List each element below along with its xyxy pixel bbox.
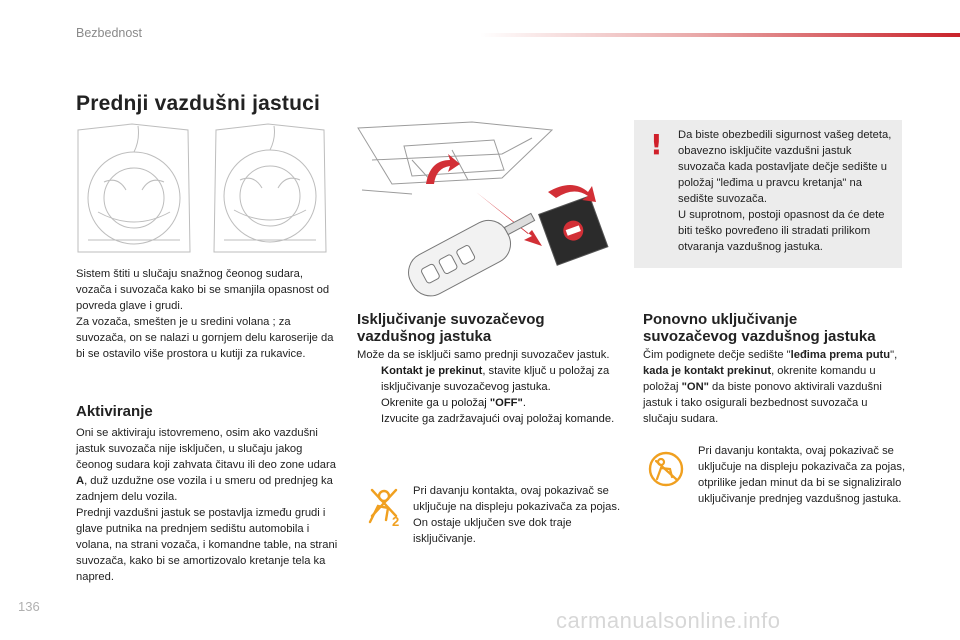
key-switch-illustration (352, 120, 614, 300)
deactivate-steps (357, 363, 621, 427)
reactivate-paragraph: Čim podignete dečje sedište "leđima prema putu", kada je kontakt prekinut, okrenite komandu u položaj "ON" da biste ponovo aktivirali vazdušni jastuk i tako osigurali bezbednost suvozača u slučaju sudara. (643, 349, 898, 425)
list-item: Izvucite ga zadržavajući ovaj položaj komande. (381, 413, 615, 425)
watermark: carmanualsonline.info (556, 608, 781, 633)
warning-icon: ! (650, 128, 663, 161)
activation-title: Aktiviranje (76, 403, 153, 420)
warning-paragraph-1: Da biste obezbedili sigurnost vašeg deteta, obavezno isključite vazdušni jastuk suvozača kada postavljate dečje sedište u položaj "leđima u pravcu kretanja" na sedište suvozača. (678, 129, 892, 205)
deactivate-text (357, 347, 621, 427)
svg-text:2: 2 (392, 514, 400, 528)
warning-text (678, 127, 900, 255)
airbag-deployment-illustration (68, 120, 334, 258)
page-number: 136 (18, 599, 40, 614)
intro-text (76, 266, 338, 362)
activation-text (76, 425, 340, 585)
intro-paragraph-1: Sistem štiti u slučaju snažnog čeonog sudara, vozača i suvozača kako bi se smanjila opasnost od povreda glave i grudi. (76, 268, 330, 312)
list-item: Kontakt je prekinut, stavite ključ u položaj za isključivanje suvozačevog jastuka. (381, 365, 610, 393)
deactivate-intro: Može da se isključi samo prednji suvozačev jastuk. (357, 349, 610, 361)
reactivate-title: Ponovno uključivanje suvozačevog vazdušnog jastuka (643, 311, 876, 345)
deactivate-note (413, 483, 623, 547)
deactivate-title: Isključivanje suvozačevog vazdušnog jastuka (357, 311, 545, 345)
warning-paragraph-2: U suprotnom, postoji opasnost da će dete biti teško povređeno ili stradati prilikom otvaranja vazdušnog jastuka. (678, 209, 885, 253)
reactivate-note (698, 443, 906, 507)
deactivate-note-text: Pri davanju kontakta, ovaj pokazivač se uključuje na displeju pokazivača za pojas. On ostaje uključen sve dok traje isključivanje. (413, 485, 621, 545)
header-rule (480, 33, 960, 37)
page-title: Prednji vazdušni jastuci (76, 92, 321, 115)
airbag-off-indicator-icon (364, 486, 404, 528)
intro-paragraph-2: Za vozača, smešten je u sredini volana ; za suvozača, on se nalazi u gornjem delu karoserije da bi se ostavilo više prostora u kutiji za rukavice. (76, 316, 334, 360)
activation-paragraph-1: Oni se aktiviraju istovremeno, osim ako vazdušni jastuk suvozača nije isključen, u slučaju jakog čeonog sudara koji zahvata čitavu ili deo zone udara A, duž uzdužne ose vozila i u smeru od prednjeg ka zadnjem delu vozila. (76, 427, 336, 503)
reactivate-text (643, 347, 905, 427)
activation-paragraph-2: Prednji vazdušni jastuk se postavlja između grudi i glave putnika na prednjem sedištu automobila i volana, na strani vozača, i komandne table, na strani suvozača, kako bi se amortizovalo kretanje tela ka napred. (76, 507, 338, 583)
section-label: Bezbednost (76, 26, 143, 40)
airbag-on-indicator-icon (646, 449, 686, 489)
reactivate-note-text: Pri davanju kontakta, ovaj pokazivač se uključuje na displeju pokazivača za pojas, otprilike jedan minut da bi se signaliziralo uključivanje prednjeg vazdušnog jastuka. (698, 445, 906, 505)
list-item: Okrenite ga u položaj "OFF". (381, 397, 526, 409)
